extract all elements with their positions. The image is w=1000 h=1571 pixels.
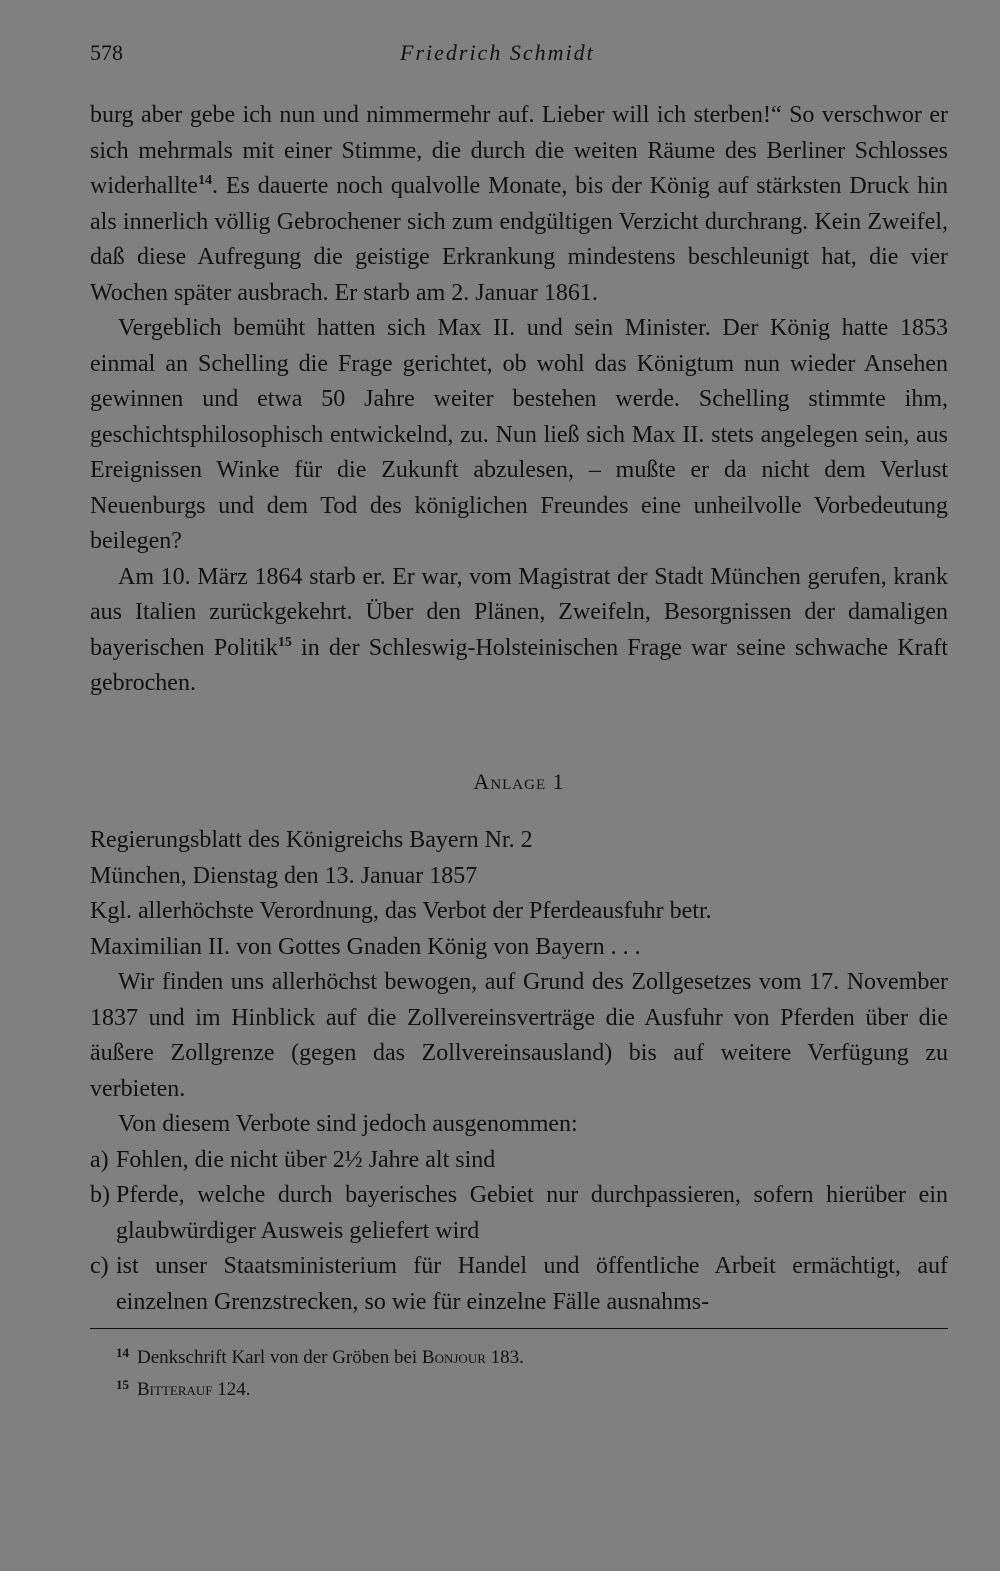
footnote-text: 183. bbox=[485, 1347, 524, 1368]
paragraph bbox=[90, 560, 948, 702]
appendix-heading: Anlage 1 bbox=[473, 768, 565, 794]
list-item-text: ist unser Staatsministerium für Handel und öffentliche Arbeit ermächtigt, auf einzelnen Grenzstrecken, so wie für einzelne Fälle ausnahms- bbox=[116, 1253, 948, 1315]
paragraph: Wir finden uns allerhöchst bewogen, auf Grund des Zollgesetzes vom 17. November 1837 und im Hinblick auf die Zollvereinsverträge die Ausfuhr von Pferden über die äußere Zollgrenze (gegen das Zollvereinsausland) bis auf weitere Verfügung zu verbieten. bbox=[90, 969, 948, 1102]
paragraph-text: in der Schleswig-Holsteinischen Frage war seine schwache Kraft gebrochen. bbox=[90, 634, 948, 696]
list-marker: b) bbox=[90, 1182, 110, 1208]
footnote-ref: 14 bbox=[197, 173, 212, 188]
main-text bbox=[90, 98, 948, 1320]
list-item bbox=[90, 1249, 948, 1320]
paragraph-text: burg aber gebe ich nun und nimmermehr auf. Lieber will ich sterben!“ So verschwor er sich mehrmals mit einer Stimme, die durch die weiten Räume des Berliner Schlosses widerhallte bbox=[90, 102, 948, 199]
list-marker: c) bbox=[90, 1253, 109, 1279]
date-line: München, Dienstag den 13. Januar 1857 bbox=[90, 862, 478, 889]
list-item-text: Fohlen, die nicht über 2½ Jahre alt sind bbox=[116, 1146, 496, 1173]
running-head bbox=[90, 40, 948, 76]
footnote-divider bbox=[90, 1328, 948, 1329]
list-item-text: Pferde, welche durch bayerisches Gebiet nur durchpassieren, sofern hierüber ein glaubwürdiger Ausweis geliefert wird bbox=[116, 1182, 948, 1244]
paragraph bbox=[90, 98, 948, 311]
decree-title: Kgl. allerhöchste Verordnung, das Verbot der Pferdeausfuhr betr. bbox=[90, 898, 712, 924]
footnote bbox=[90, 1371, 948, 1403]
footnote bbox=[90, 1339, 948, 1371]
paragraph-text: Am 10. März 1864 starb er. Er war, vom Magistrat der Stadt München gerufen, krank aus Italien zurückgekehrt. Über den Plänen, Zweifeln, Besorgnissen der damaligen bayerischen Politik bbox=[90, 563, 948, 661]
list-item bbox=[90, 1143, 948, 1179]
running-title: Friedrich Schmidt bbox=[400, 40, 595, 65]
footnote-number: 14 bbox=[116, 1345, 129, 1360]
paragraph: Vergeblich bemüht hatten sich Max II. und sein Minister. Der König hatte 1853 einmal an Schelling die Frage gerichtet, ob wohl das Königtum nun wieder Ansehen gewinnen und etwa 50 Jahre weiter bestehen werde. Schelling stimmte ihm, geschichtsphilosophisch entwickelnd, zu. Nun ließ sich Max II. stets angelegen sein, aus Ereignissen Winke für die Zukunft abzulesen, – mußte er da nicht dem Verlust Neuenburgs und dem Tod des königlichen Freundes eine unheilvolle Vorbedeutung beilegen? bbox=[90, 315, 948, 554]
sovereign-line: Maximilian II. von Gottes Gnaden König von Bayern . . . bbox=[90, 933, 641, 960]
footnote-number: 15 bbox=[116, 1377, 129, 1392]
page-number: 578 bbox=[90, 40, 123, 65]
book-page bbox=[90, 40, 948, 1403]
list-marker: a) bbox=[90, 1146, 109, 1173]
list-item bbox=[90, 1178, 948, 1249]
paragraph-text: . Es dauerte noch qualvolle Monate, bis der König auf stärksten Druck hin als innerlich völlig Gebrochener sich zum endgültigen Verzicht durchrang. Kein Zweifel, daß diese Aufregung die geistige Erkrankung mindestens beschleunigt hat, die vier Wochen später ausbrach. Er starb am 2. Januar 1861. bbox=[90, 173, 948, 306]
footnote-author: Bonjour bbox=[421, 1347, 486, 1368]
source-line: Regierungsblatt des Königreichs Bayern Nr. 2 bbox=[90, 827, 533, 853]
footnote-text: Denkschrift Karl von der Gröben bei bbox=[137, 1347, 422, 1368]
footnotes bbox=[90, 1339, 948, 1403]
paragraph: Von diesem Verbote sind jedoch ausgenommen: bbox=[118, 1111, 578, 1137]
footnote-author: Bitterauf bbox=[137, 1379, 213, 1400]
footnote-ref: 15 bbox=[277, 634, 292, 650]
footnote-text: 124. bbox=[212, 1379, 251, 1400]
